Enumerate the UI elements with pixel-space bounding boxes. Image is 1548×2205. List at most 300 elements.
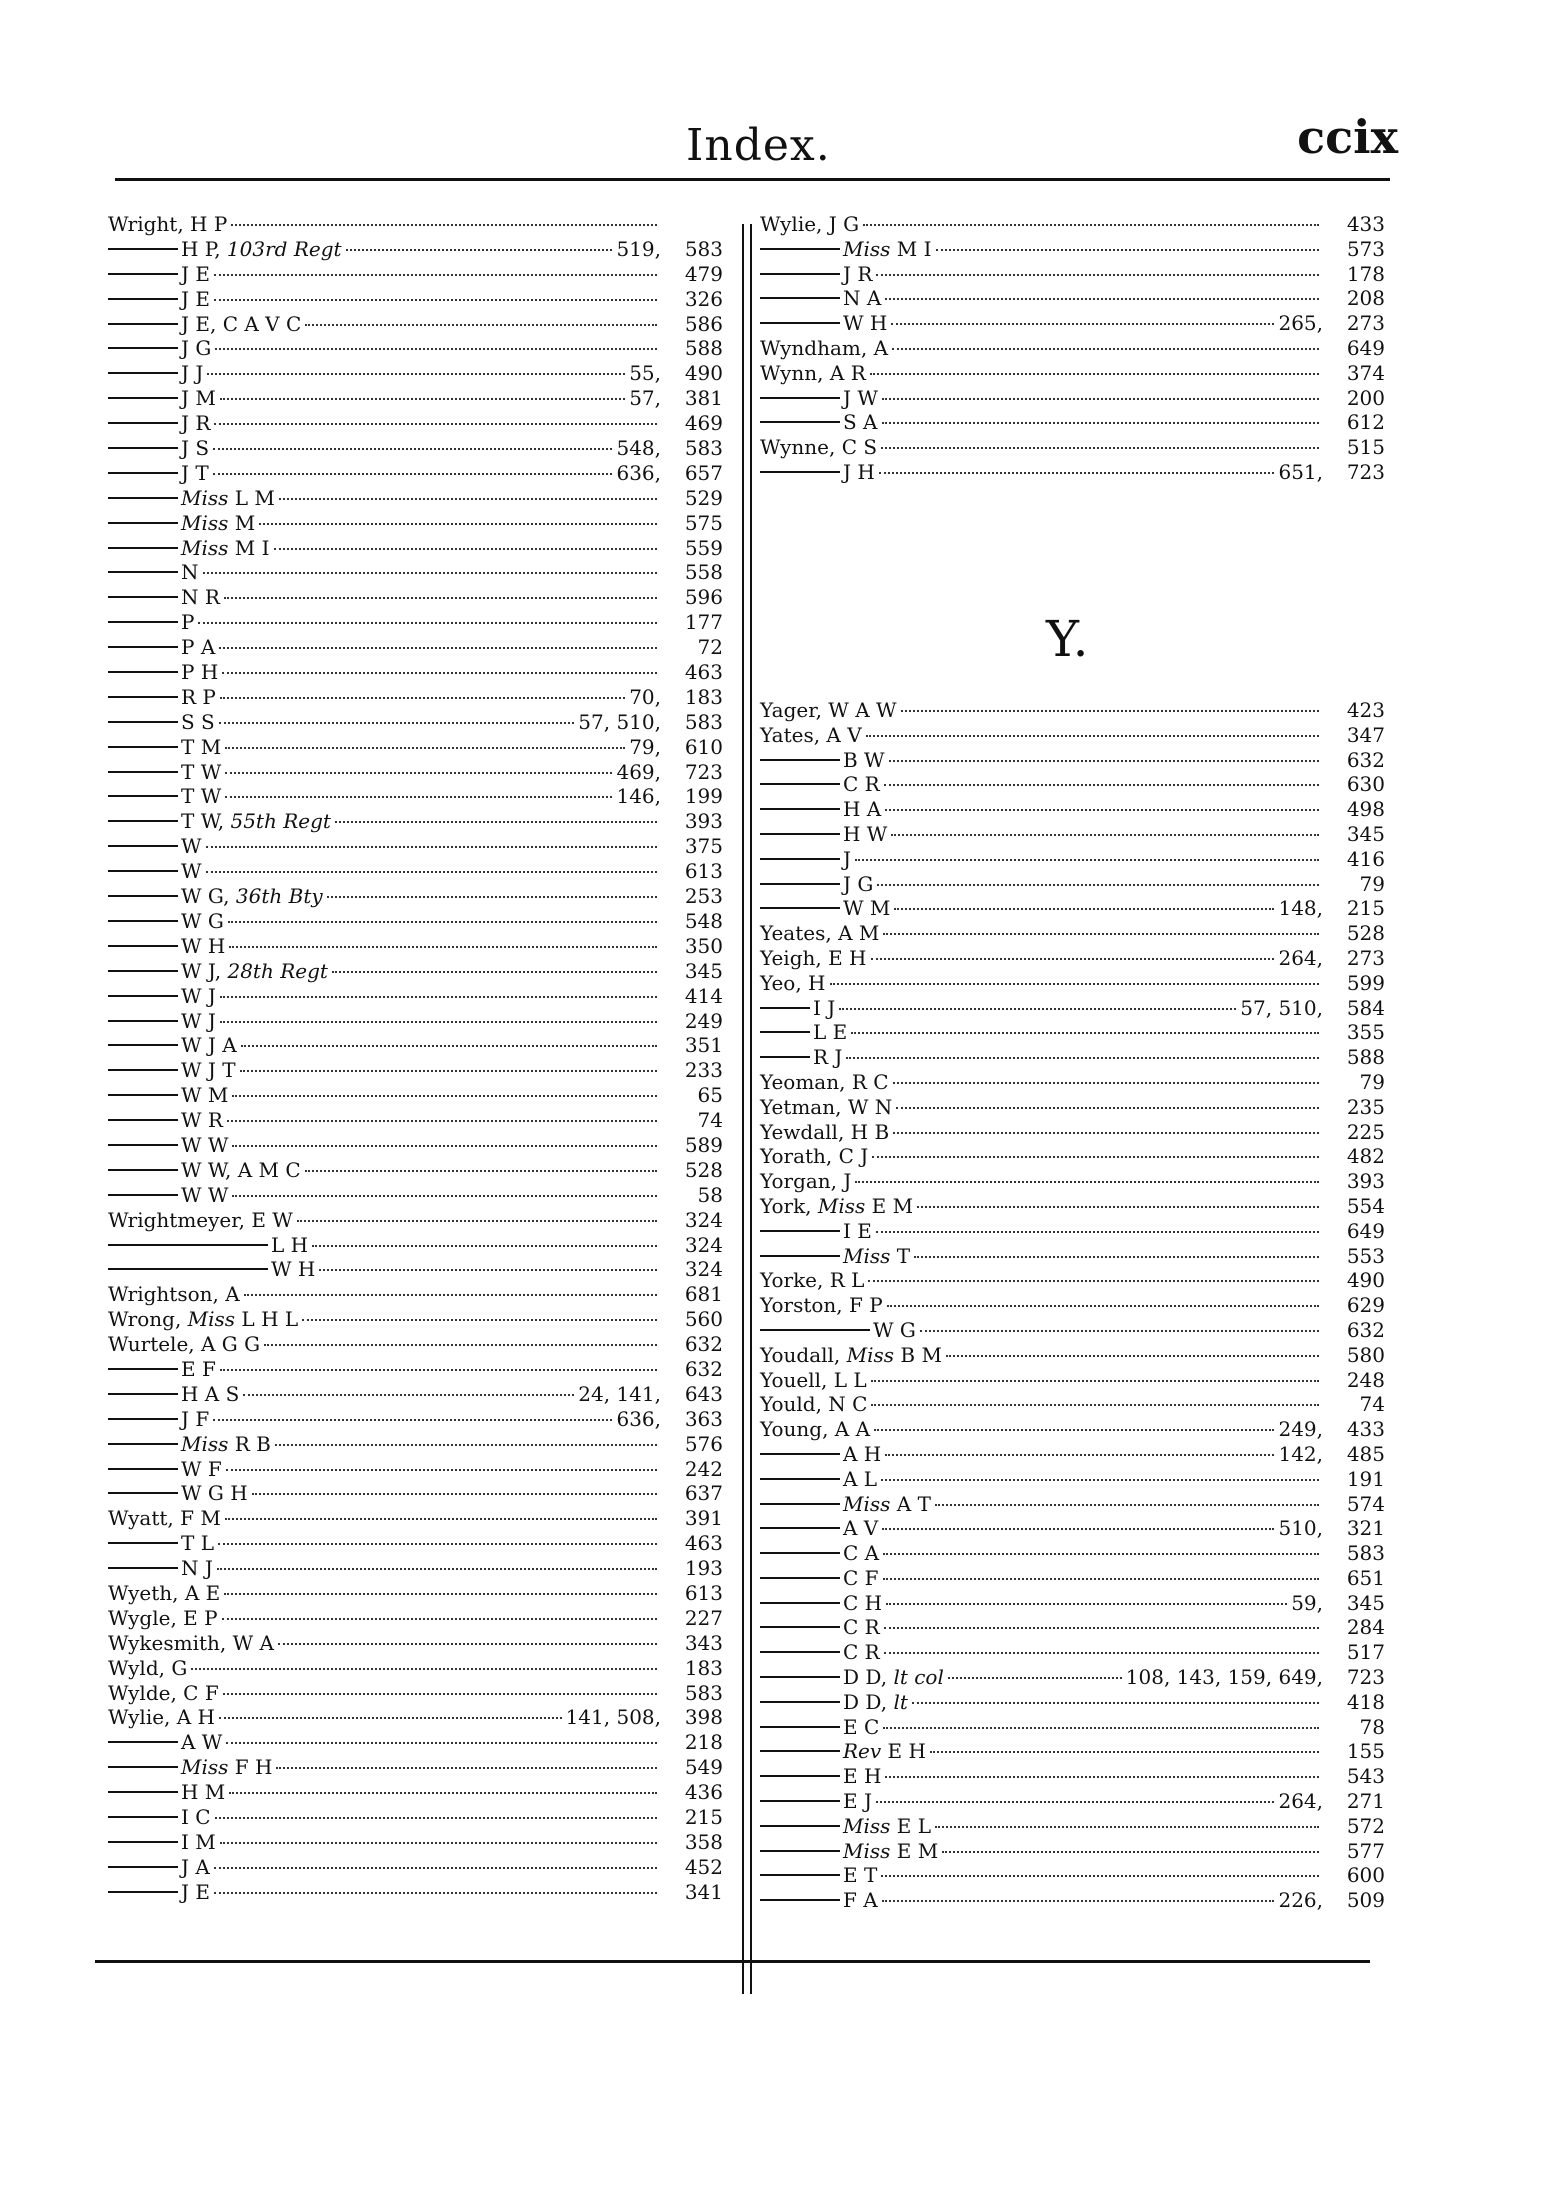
entry-name: T L [181,1531,214,1556]
ditto-dash [760,1651,840,1653]
index-entry [108,1805,723,1830]
dot-leader [241,1045,657,1047]
index-entry [760,1492,1385,1517]
entry-pages: 636, [616,1406,661,1431]
dot-leader [885,809,1319,811]
entry-name: Yould, N C [760,1392,868,1417]
dot-leader [203,572,658,574]
entry-name: A L [843,1466,878,1491]
ditto-dash [108,547,178,549]
ditto-dash [108,571,178,573]
dot-leader [886,1603,1287,1605]
entry-name: R J [813,1045,843,1070]
dot-leader [319,1269,657,1271]
index-entry [108,859,723,884]
ditto-dash [760,1503,840,1505]
ditto-dash [760,471,840,473]
entry-name: W G [181,908,224,933]
entry-final-page: 350 [684,933,723,958]
dot-leader [214,274,657,276]
dot-leader [222,672,657,674]
entry-final-page: 183 [684,684,723,709]
dot-leader [206,871,657,873]
entry-name: N [181,560,199,585]
entry-final-page: 583 [684,236,723,261]
dot-leader [876,1231,1319,1233]
ditto-dash [108,1766,178,1768]
entry-final-page: 657 [684,460,723,485]
entry-final-page: 375 [684,834,723,859]
dot-leader [275,1444,657,1446]
entry-final-page: 358 [684,1829,723,1854]
entry-name: Miss A T [843,1491,931,1516]
entry-pages: 57, [629,386,661,411]
entry-name: Yorke, R L [760,1268,865,1293]
entry-name: Miss M I [181,535,270,560]
dot-leader [872,1156,1319,1158]
ditto-dash [108,1094,178,1096]
dot-leader [935,1826,1319,1828]
index-entry [760,1219,1385,1244]
entry-name: J G [181,336,212,361]
dot-leader [220,697,625,699]
entry-final-page: 355 [1346,1020,1385,1045]
ditto-dash [760,1031,810,1033]
entry-name: T M [181,734,222,759]
entry-name: H A [843,797,882,822]
index-entry [108,760,723,785]
entry-final-page: 351 [684,1033,723,1058]
entry-name: J F [181,1406,210,1431]
entry-final-page: 560 [684,1307,723,1332]
entry-name: E F [181,1356,216,1381]
entry-pages: 57, 510, [578,709,661,734]
index-entry [760,797,1385,822]
entry-name: Yeates, A M [760,921,880,946]
entry-name: W J [181,1008,216,1033]
entry-pages: 249, [1278,1417,1323,1442]
dot-leader [946,1355,1319,1357]
index-entry [760,435,1385,460]
index-entry [108,610,723,635]
index-entry [108,436,723,461]
dot-leader [214,1867,657,1869]
entry-name: C H [843,1590,883,1615]
dot-leader [876,274,1319,276]
dot-leader [896,1107,1319,1109]
entry-final-page: 284 [1346,1615,1385,1640]
ditto-dash [760,1825,840,1827]
entry-name: Yeo, H [760,970,826,995]
dot-leader [305,324,657,326]
ditto-dash [108,845,178,847]
entry-name: W W [181,1182,229,1207]
entry-name: P A [181,635,216,660]
entry-final-page: 630 [1346,772,1385,797]
index-entry [108,1606,723,1631]
ditto-dash [760,1800,840,1802]
entry-final-page: 58 [697,1182,723,1207]
entry-final-page: 363 [684,1406,723,1431]
bottom-rule [95,1960,1370,1963]
entry-name: E T [843,1863,878,1888]
entry-final-page: 572 [1346,1813,1385,1838]
index-entry [108,1407,723,1432]
entry-final-page: 612 [1346,410,1385,435]
index-entry [108,660,723,685]
ditto-dash [108,945,178,947]
dot-leader [226,1742,657,1744]
entry-name: Yorgan, J [760,1169,852,1194]
dot-leader [894,908,1274,910]
dot-leader [213,1419,612,1421]
index-entry [760,1417,1385,1442]
entry-final-page: 253 [684,884,723,909]
entry-final-page: 225 [1346,1119,1385,1144]
ditto-dash [108,895,178,897]
ditto-dash [760,1750,840,1752]
ditto-dash [108,596,178,598]
dot-leader [851,1032,1319,1034]
entry-final-page: 463 [684,1531,723,1556]
entry-final-page: 610 [684,734,723,759]
dot-leader [876,1801,1274,1803]
ditto-dash [108,1268,268,1270]
index-entry [108,1158,723,1183]
index-entry [108,1631,723,1656]
entry-final-page: 723 [1346,1665,1385,1690]
entry-name: York, Miss E M [760,1193,914,1218]
dot-leader [217,1568,657,1570]
index-entry [760,361,1385,386]
ditto-dash [760,1874,840,1876]
index-entry [108,1730,723,1755]
ditto-dash [760,297,840,299]
dot-leader [883,1578,1319,1580]
entry-name: J R [843,261,873,286]
index-entry [108,386,723,411]
entry-name: Wynne, C S [760,435,878,460]
index-entry [760,212,1385,237]
entry-final-page: 324 [684,1207,723,1232]
entry-name: W [181,834,202,859]
index-entry [108,1282,723,1307]
dot-leader [917,1206,1319,1208]
entry-name: H W [843,821,888,846]
entry-final-page: 548 [684,908,723,933]
dot-leader [198,622,657,624]
entry-final-page: 74 [697,1108,723,1133]
entry-name: H A S [181,1381,240,1406]
entry-name: T W, 55th Regt [181,809,331,834]
entry-pages: 79, [629,734,661,759]
entry-name: J E [181,1879,210,1904]
dot-leader [240,1070,657,1072]
dot-leader [930,1751,1319,1753]
entry-name: C R [843,1640,880,1665]
index-entry [760,1368,1385,1393]
entry-final-page: 183 [684,1655,723,1680]
dot-leader [229,1792,657,1794]
entry-final-page: 345 [1346,821,1385,846]
dot-leader [305,1170,657,1172]
ditto-dash [760,1552,840,1554]
dot-leader [936,249,1320,251]
entry-name: J S [181,436,210,461]
dot-leader [297,1220,657,1222]
index-entry [760,1690,1385,1715]
entry-name: Yeigh, E H [760,945,867,970]
ditto-dash [108,820,178,822]
index-entry [108,1033,723,1058]
entry-final-page: 543 [1346,1764,1385,1789]
entry-final-page: 583 [684,709,723,734]
ditto-dash [108,522,178,524]
entry-name: Yewdall, H B [760,1119,890,1144]
ditto-dash [760,1676,840,1678]
dot-leader [279,498,657,500]
entry-final-page: 393 [1346,1169,1385,1194]
entry-pages: 510, [1278,1516,1323,1541]
entry-final-page: 583 [684,436,723,461]
index-entry [760,822,1385,847]
ditto-dash [108,995,178,997]
dot-leader [222,1618,657,1620]
entry-name: N A [843,286,882,311]
index-entry [108,685,723,710]
entry-name: J [843,846,852,871]
ditto-dash [108,1244,268,1246]
entry-final-page: 517 [1346,1640,1385,1665]
ditto-dash [760,397,840,399]
entry-name: D D, lt col [843,1665,944,1690]
dot-leader [276,1767,657,1769]
dot-leader [302,1319,657,1321]
entry-name: L H [271,1232,309,1257]
dot-leader [881,1479,1319,1481]
index-entry [108,1880,723,1905]
index-entry [760,1045,1385,1070]
ditto-dash [108,920,178,922]
entry-name: W M [181,1083,229,1108]
entry-name: E C [843,1714,880,1739]
dot-leader [882,1528,1274,1530]
entry-final-page: 414 [684,983,723,1008]
entry-name: J W [843,385,878,410]
dot-leader [224,597,657,599]
ditto-dash [760,322,840,324]
index-entry [760,1764,1385,1789]
index-entry [108,1830,723,1855]
dot-leader [214,1892,657,1894]
dot-leader [223,1693,657,1695]
entry-final-page: 242 [684,1456,723,1481]
dot-leader [278,1643,657,1645]
ditto-dash [108,646,178,648]
index-entry [108,1357,723,1382]
ditto-dash [108,298,178,300]
index-entry [760,1095,1385,1120]
index-entry [108,1481,723,1506]
entry-final-page: 341 [684,1879,723,1904]
entry-name: W J [181,983,216,1008]
entry-name: Youdall, Miss B M [760,1342,942,1367]
entry-name: W W [181,1132,229,1157]
index-entry [760,460,1385,485]
entry-name: Miss M I [843,236,932,261]
ditto-dash [760,833,840,835]
entry-final-page: 553 [1346,1243,1385,1268]
index-entry [108,287,723,312]
entry-name: A H [843,1441,882,1466]
entry-final-page: 629 [1346,1293,1385,1318]
entry-name: W J, 28th Regt [181,958,328,983]
index-entry [760,1392,1385,1417]
ditto-dash [760,248,840,250]
entry-final-page: 345 [684,958,723,983]
entry-final-page: 72 [697,635,723,660]
ditto-dash [108,696,178,698]
index-entry [108,560,723,585]
ditto-dash [760,1899,840,1901]
index-entry [108,336,723,361]
ditto-dash [108,1816,178,1818]
entry-final-page: 233 [684,1058,723,1083]
dot-leader [220,398,625,400]
ditto-dash [108,497,178,499]
dot-leader [220,1842,657,1844]
entry-name: W W, A M C [181,1157,301,1182]
entry-final-page: 273 [1346,311,1385,336]
dot-leader [871,1380,1319,1382]
dot-leader [244,1294,657,1296]
index-entry [760,1591,1385,1616]
entry-name: A W [181,1730,223,1755]
ditto-dash [760,1230,840,1232]
entry-final-page: 391 [684,1506,723,1531]
entry-final-page: 423 [1346,698,1385,722]
entry-name: Yorath, C J [760,1144,869,1169]
entry-name: J E [181,286,210,311]
dot-leader [332,971,657,973]
dot-leader [912,1702,1319,1704]
entry-final-page: 577 [1346,1838,1385,1863]
entry-final-page: 199 [684,784,723,809]
dot-leader [884,1652,1319,1654]
entry-final-page: 632 [684,1356,723,1381]
entry-final-page: 79 [1359,1069,1385,1094]
dot-leader [213,448,612,450]
index-entry [760,1839,1385,1864]
entry-name: Yager, W A W [760,698,897,722]
entry-final-page: 436 [684,1780,723,1805]
index-entry [108,585,723,610]
entry-pages: 264, [1278,945,1323,970]
entry-name: Young, A A [760,1417,871,1442]
index-entry [108,984,723,1009]
dot-leader [863,224,1319,226]
index-entry [760,1070,1385,1095]
index-entry [108,784,723,809]
entry-final-page: 586 [684,311,723,336]
page-number: ccix [1297,110,1398,164]
dot-leader [883,933,1319,935]
entry-name: Yeoman, R C [760,1069,889,1094]
dot-leader [229,946,657,948]
dot-leader [327,896,657,898]
index-entry [108,809,723,834]
entry-final-page: 554 [1346,1193,1385,1218]
entry-final-page: 681 [684,1282,723,1307]
entry-final-page: 374 [1346,360,1385,385]
entry-pages: 108, 143, 159, 649, [1125,1665,1323,1690]
index-entry [108,411,723,436]
entry-name: C R [843,772,880,797]
index-entry [108,212,723,237]
entry-final-page: 600 [1346,1863,1385,1888]
dot-leader [214,299,657,301]
index-entry [108,1755,723,1780]
column-divider [742,224,744,1994]
dot-leader [884,1627,1319,1629]
index-entry [108,461,723,486]
ditto-dash [760,1850,840,1852]
index-entry [108,1332,723,1357]
entry-final-page: 193 [684,1556,723,1581]
entry-final-page: 347 [1346,722,1385,747]
index-entry [760,1120,1385,1145]
entry-final-page: 218 [684,1730,723,1755]
entry-name: H M [181,1780,226,1805]
entry-name: T W [181,759,222,784]
entry-name: Wylie, A H [108,1705,216,1730]
dot-leader [215,1817,657,1819]
entry-pages: 265, [1278,311,1323,336]
entry-name: J G [843,871,874,896]
index-entry [108,1681,723,1706]
entry-name: Miss F H [181,1755,273,1780]
ditto-dash [108,1069,178,1071]
entry-name: J T [181,460,209,485]
index-entry [108,1556,723,1581]
entry-name: C R [843,1615,880,1640]
ditto-dash [108,1866,178,1868]
entry-final-page: 723 [684,759,723,784]
entry-final-page: 178 [1346,261,1385,286]
entry-name: Wyld, G [108,1655,188,1680]
ditto-dash [108,1194,178,1196]
entry-final-page: 78 [1359,1714,1385,1739]
ditto-dash [108,372,178,374]
dot-leader [855,859,1319,861]
entry-final-page: 479 [684,261,723,286]
entry-final-page: 271 [1346,1789,1385,1814]
ditto-dash [108,397,178,399]
dot-leader [884,784,1319,786]
entry-name: S S [181,709,215,734]
entry-final-page: 651 [1346,1565,1385,1590]
index-entry [108,1108,723,1133]
entry-final-page: 215 [1346,896,1385,921]
index-entry [108,1208,723,1233]
entry-final-page: 649 [1346,1218,1385,1243]
entry-final-page: 490 [1346,1268,1385,1293]
dot-leader [232,1195,657,1197]
entry-name: L E [813,1020,848,1045]
index-entry [760,410,1385,435]
ditto-dash [760,1701,840,1703]
dot-leader [883,1727,1319,1729]
